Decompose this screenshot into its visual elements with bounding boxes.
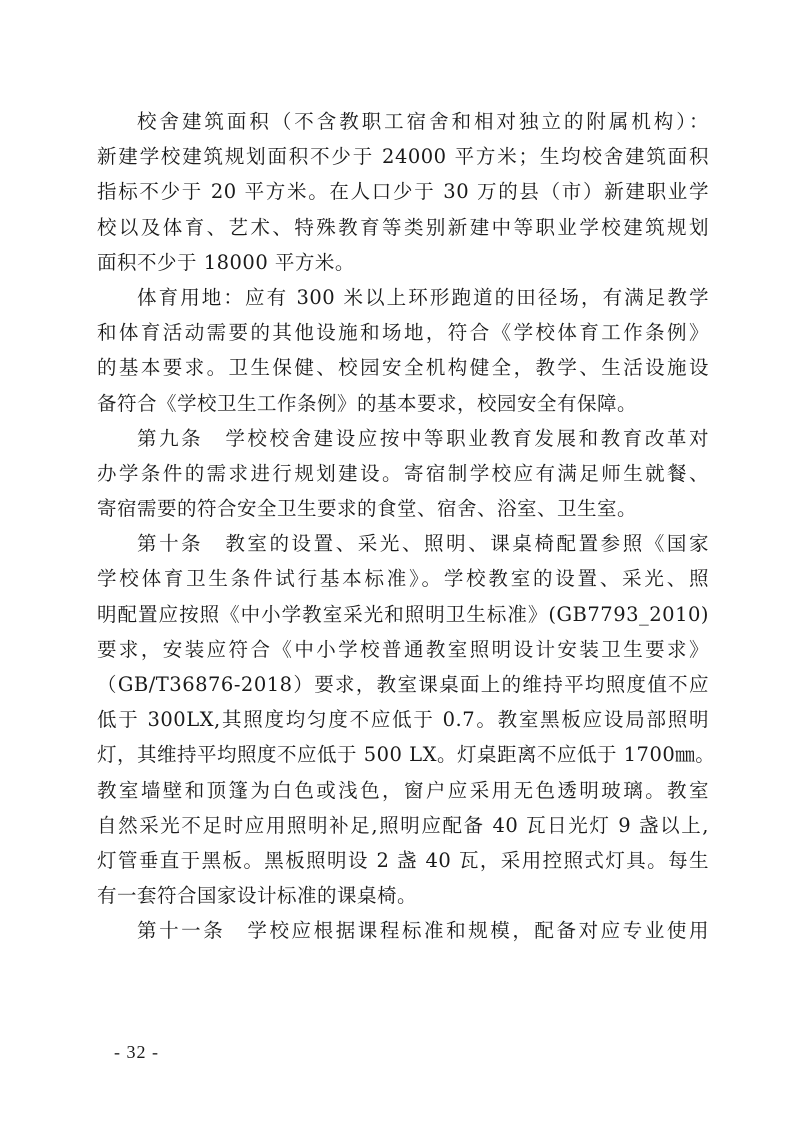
paragraph-sports-land [97, 280, 709, 421]
text-line: 灯管垂直于黑板。黑板照明设 2 盏 40 瓦，采用控照式灯具。每生 [97, 848, 709, 872]
text-line: 新建学校建筑规划面积不少于 24000 平方米；生均校舍建筑面积 [97, 145, 709, 169]
text-line: 指标不少于 20 平方米。在人口少于 30 万的县（市）新建职业学 [97, 180, 709, 204]
text-line: 办学条件的需求进行规划建设。寄宿制学校应有满足师生就餐、 [97, 461, 709, 485]
text-line: 和体育活动需要的其他设施和场地，符合《学校体育工作条例》 [97, 321, 709, 345]
text-line: 体育用地：应有 300 米以上环形跑道的田径场，有满足教学 [137, 285, 709, 309]
text-line: 低于 300LX,其照度均匀度不应低于 0.7。教室黑板应设局部照明 [97, 708, 709, 732]
text-line: 寄宿需要的符合安全卫生要求的食堂、宿舍、浴室、卫生室。 [97, 497, 638, 521]
paragraph-article-9 [97, 421, 709, 527]
text-line: 灯，其维持平均照度不应低于 500 LX。灯桌距离不应低于 1700㎜。 [97, 743, 716, 767]
text-line: 第九条 学校校舍建设应按中等职业教育发展和教育改革对 [137, 426, 709, 450]
text-line: 学校体育卫生条件试行基本标准》。学校教室的设置、采光、照 [97, 567, 709, 591]
paragraph-article-11 [97, 913, 709, 948]
page-number: - 32 - [114, 1042, 159, 1062]
text-line: 有一套符合国家设计标准的课桌椅。 [97, 884, 418, 908]
text-line: 第十一条 学校应根据课程标准和规模，配备对应专业使用 [137, 919, 709, 943]
text-line: 校舍建筑面积（不含教职工宿舍和相对独立的附属机构）： [137, 110, 709, 133]
text-line: 要求，安装应符合《中小学校普通教室照明设计安装卫生要求》 [97, 637, 709, 661]
paragraph-article-10 [97, 526, 716, 913]
text-line: 明配置应按照《中小学教室采光和照明卫生标准》(GB7793_2010) [97, 602, 709, 626]
text-line: 校以及体育、艺术、特殊教育等类别新建中等职业学校建筑规划 [97, 215, 709, 239]
body-text [97, 104, 716, 949]
text-line: 第十条 教室的设置、采光、照明、课桌椅配置参照《国家 [137, 532, 709, 556]
text-line: 面积不少于 18000 平方米。 [97, 250, 355, 274]
text-line: 自然采光不足时应用照明补足,照明应配备 40 瓦日光灯 9 盏以上, [97, 813, 709, 837]
text-line: 的基本要求。卫生保健、校园安全机构健全，教学、生活设施设 [97, 356, 709, 380]
text-line: 备符合《学校卫生工作条例》的基本要求，校园安全有保障。 [97, 391, 638, 415]
text-line: （GB/T36876-2018）要求，教室课桌面上的维持平均照度值不应 [97, 673, 709, 696]
paragraph-building-area [97, 104, 709, 280]
text-line: 教室墙壁和顶篷为白色或浅色，窗户应采用无色透明玻璃。教室 [97, 778, 709, 802]
